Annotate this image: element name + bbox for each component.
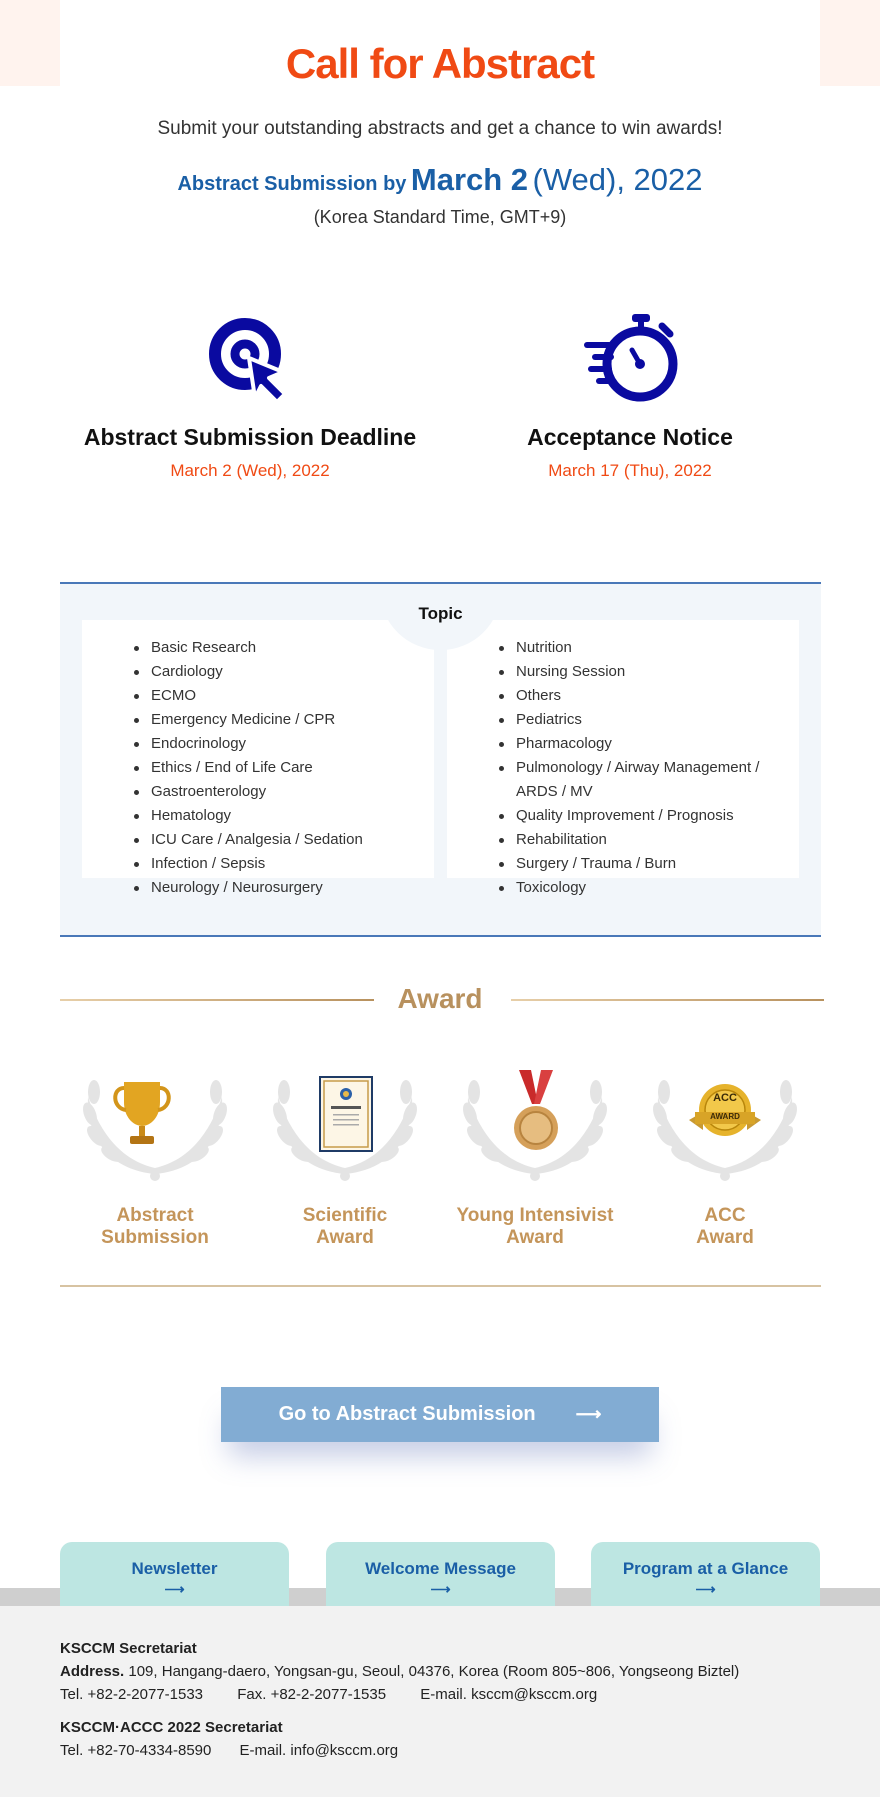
arrow-right-icon: ⟶ <box>164 1581 185 1597</box>
quick-link-label: Welcome Message <box>365 1559 516 1578</box>
topic-item: Basic Research <box>134 636 414 660</box>
email-2: info@ksccm.org <box>290 1742 399 1759</box>
topic-section <box>60 582 821 937</box>
milestone-title: Acceptance Notice <box>527 424 733 450</box>
topic-column-left <box>82 620 434 896</box>
topic-item: ECMO <box>134 684 414 708</box>
topic-item: Pulmonology / Airway Management / ARDS / MV <box>499 756 779 804</box>
page-title: Call for Abstract <box>285 40 595 87</box>
deadline-prefix: Abstract Submission by <box>177 173 407 195</box>
award-label: Scientific Award <box>302 1205 388 1248</box>
deadline-date: March 2 <box>410 162 529 197</box>
milestone-date: March 2 (Wed), 2022 <box>170 461 330 480</box>
topic-item: Ethics / End of Life Care <box>134 756 414 780</box>
topic-item: Pharmacology <box>499 732 779 756</box>
topic-item: Toxicology <box>499 876 779 900</box>
topic-item: Quality Improvement / Prognosis <box>499 804 779 828</box>
badge-text-bottom: AWARD <box>710 1112 740 1121</box>
award-bottom-divider <box>60 1285 821 1287</box>
topic-item: Others <box>499 684 779 708</box>
cta-label: Go to Abstract Submission <box>278 1403 536 1425</box>
email-1: ksccm@ksccm.org <box>471 1686 598 1703</box>
quick-link-welcome-message[interactable] <box>326 1542 555 1606</box>
deadline-day: (Wed), 2022 <box>532 162 703 197</box>
topic-item: ICU Care / Analgesia / Sedation <box>134 828 414 852</box>
topic-item: Nutrition <box>499 636 779 660</box>
award-heading: Award <box>397 983 483 1014</box>
award-acc <box>630 1052 820 1249</box>
topic-item: Emergency Medicine / CPR <box>134 708 414 732</box>
topic-item: Infection / Sepsis <box>134 852 414 876</box>
cursor-click-icon <box>205 314 295 406</box>
quick-link-newsletter[interactable] <box>60 1542 289 1606</box>
go-to-abstract-submission-button[interactable] <box>221 1387 659 1442</box>
topic-heading: Topic <box>418 604 463 623</box>
arrow-right-icon: ⟶ <box>695 1581 716 1597</box>
page-subtitle: Submit your outstanding abstracts and get a chance to win awards! <box>157 118 723 139</box>
arrow-right-icon: ⟶ <box>430 1581 451 1597</box>
quick-link-label: Program at a Glance <box>622 1559 789 1578</box>
milestone-acceptance-notice <box>440 314 820 481</box>
certificate-icon <box>319 1076 373 1152</box>
award-abstract-submission <box>60 1052 250 1249</box>
topic-item: Gastroenterology <box>134 780 414 804</box>
footer-contacts-1: Tel. +82-2-2077-1533 Fax. +82-2-2077-1535 E-mail. ksccm@ksccm.org <box>60 1686 598 1703</box>
topic-item: Cardiology <box>134 660 414 684</box>
topic-list-right <box>499 636 779 900</box>
award-scientific <box>250 1052 440 1249</box>
award-label: ACC Award <box>696 1205 754 1248</box>
award-label: Young Intensivist Award <box>456 1205 614 1248</box>
footer-contacts-2: Tel. +82-70-4334-8590 E-mail. info@ksccm.org <box>60 1742 399 1759</box>
milestone-submission-deadline <box>60 314 440 481</box>
timezone-note: (Korea Standard Time, GMT+9) <box>313 207 567 227</box>
topic-item: Surgery / Trauma / Burn <box>499 852 779 876</box>
footer-address: Address. 109, Hangang-daero, Yongsan-gu, Seoul, 04376, Korea (Room 805~806, Yongseong Biztel) <box>60 1663 740 1680</box>
milestone-date: March 17 (Thu), 2022 <box>548 461 712 480</box>
topic-list-left <box>134 636 414 900</box>
topic-item: Neurology / Neurosurgery <box>134 876 414 900</box>
deadline-headline <box>0 162 880 198</box>
badge-text-top: ACC <box>713 1092 737 1104</box>
arrow-right-icon: ⟶ <box>575 1404 602 1424</box>
milestone-title: Abstract Submission Deadline <box>83 424 417 450</box>
topic-item: Nursing Session <box>499 660 779 684</box>
fax-1: +82-2-2077-1535 <box>270 1686 387 1703</box>
award-label: Abstract Submission <box>101 1205 209 1248</box>
topic-item: Rehabilitation <box>499 828 779 852</box>
medal-icon <box>511 1070 561 1160</box>
footer-org1: KSCCM Secretariat <box>60 1640 197 1657</box>
topic-item: Endocrinology <box>134 732 414 756</box>
footer-org2: KSCCM·ACCC 2022 Secretariat <box>60 1719 283 1736</box>
phone-1: +82-2-2077-1533 <box>87 1686 204 1703</box>
topic-item: Hematology <box>134 804 414 828</box>
topic-column-right <box>447 620 799 896</box>
footer <box>0 1606 880 1797</box>
quick-link-label: Newsletter <box>131 1559 218 1578</box>
acc-award-badge-icon <box>685 1082 765 1142</box>
trophy-icon <box>110 1078 174 1150</box>
stopwatch-icon <box>580 314 680 406</box>
phone-2: +82-70-4334-8590 <box>87 1742 212 1759</box>
award-young-intensivist <box>440 1052 630 1249</box>
topic-item: Pediatrics <box>499 708 779 732</box>
quick-link-program-at-a-glance[interactable] <box>591 1542 820 1606</box>
